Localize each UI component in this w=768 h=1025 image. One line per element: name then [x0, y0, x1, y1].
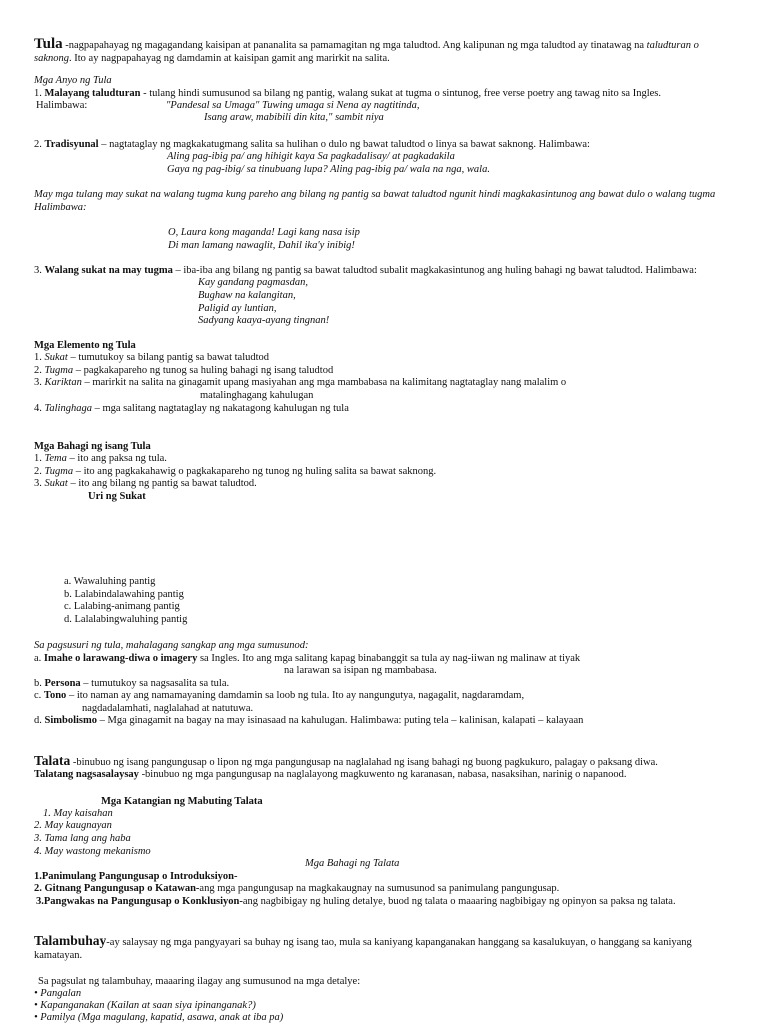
anyo-item-1: 1. Malayang taludturan - tulang hindi sumusunod sa bilang ng pantig, walang sukat at tugma o sintunog, free verse poetry ang tawag nito sa Ingles.: [34, 88, 662, 99]
talata-bahagi-3: 3.Pangwakas na Pangungusap o Konklusiyon-ang nagbibigay ng huling detalye, buod ng talata o maaaring nagbibigay ng opinyon sa paksa ng talata.: [36, 896, 676, 907]
bahagi-item-2: 2. Tugma – ito ang pagkakahawig o pagkakapareho ng tunog ng huling salita sa bawat saknong.: [34, 466, 437, 477]
pagsusuri-item-d: d. Simbolismo – Mga ginagamit na bagay na may isinasaad na kahulugan. Halimbawa: puting tela – kalinisan, kalapati – kalayaan: [34, 715, 584, 726]
katangian-item-1: 1. May kaisahan: [43, 808, 113, 819]
katangian-item-2: 2. May kaugnayan: [34, 820, 112, 831]
uri-item-d: d. Lalalabingwaluhing pantig: [64, 614, 188, 625]
katangian-item-4: 4. May wastong mekanismo: [34, 846, 151, 857]
anyo-1-example-line1: "Pandesal sa Umaga" Tuwing umaga si Nena ay nagtitinda,: [166, 100, 420, 111]
talambuhay-item-3: • Pamilya (Mga magulang, kapatid, asawa, anak at iba pa): [34, 1012, 284, 1023]
pagsusuri-item-c-cont: nagdadalamhati, naglalahad at natutuwa.: [82, 703, 254, 714]
talambuhay-item-2: • Kapanganakan (Kailan at saan siya ipinanganak?): [34, 1000, 256, 1011]
elemento-item-3: 3. Kariktan – marirkit na salita na ginagamit upang masiyahan ang mga mambabasa na kalimitang nagtataglay nang malalim o: [34, 377, 567, 388]
pagsusuri-item-c: c. Tono – ito naman ay ang namamayaning damdamin sa loob ng tula. Ito ay nangungutya, nagagalit, nagdaramdam,: [34, 690, 525, 701]
bahagi-item-3: 3. Sukat – ito ang bilang ng pantig sa bawat taludtod.: [34, 478, 257, 489]
talata-bahagi-1: 1.Panimulang Pangungusap o Introduksiyon-: [34, 871, 238, 882]
uri-item-b: b. Lalabindalawahing pantig: [64, 589, 184, 600]
anyo-3-example-line4: Sadyang kaaya-ayang tingnan!: [198, 315, 330, 326]
talata-bahagi-2: 2. Gitnang Pangungusap o Katawan-ang mga pangungusap na magkakaugnay na sumusunod sa panimulang pangungusap.: [34, 883, 560, 894]
katangian-heading: Mga Katangian ng Mabuting Talata: [101, 796, 263, 807]
elemento-item-3-cont: matalinghagang kahulugan: [200, 390, 314, 401]
anyo-2-example-line1: Aling pag-ibig pa/ ang hihigit kaya Sa pagkadalisay/ at pagkadakila: [167, 151, 455, 162]
halimbawa-label: Halimbawa:: [36, 100, 88, 111]
elemento-item-1: 1. Sukat – tumutukoy sa bilang pantig sa bawat taludtod: [34, 352, 270, 363]
elemento-heading: Mga Elemento ng Tula: [34, 340, 136, 351]
anyo-3-example-line1: Kay gandang pagmasdan,: [198, 277, 308, 288]
uri-item-c: c. Lalabing-animang pantig: [64, 601, 180, 612]
anyo-item-2: 2. Tradisyunal – nagtataglay ng magkakatugmang salita sa hulihan o dulo ng bawat taludtod o linya sa bawat saknong. Halimbawa:: [34, 139, 590, 150]
anyo-3-example-line2: Bughaw na kalangitan,: [198, 290, 296, 301]
anyo-3-example-line3: Paligid ay luntian,: [198, 303, 277, 314]
tula-definition: Tula -nagpapahayag ng magagandang kaisipan at pananalita sa pamamagitan ng mga taludtod. Ang kalipunan ng mga taludtod ay tinatawag na taludturan o saknong. Ito ay nagpapahayag ng damdamin at kaisipan gamit ang marirkit na salita.: [34, 36, 699, 64]
talambuhay-definition: Talambuhay-ay salaysay ng mga pangyayari sa buhay ng isang tao, mula sa kaniyang kapanganakan hanggang sa kasalukuyan, o hanggang sa kaniyang kamatayan.: [34, 933, 692, 961]
pagsusuri-intro: Sa pagsusuri ng tula, mahalagang sangkap ang mga sumusunod:: [34, 640, 309, 651]
talambuhay-term: Talambuhay: [34, 933, 107, 948]
anyo-1-example-line2: Isang araw, mabibili din kita," sambit niya: [204, 112, 384, 123]
anyo-note-example-line1: O, Laura kong maganda! Lagi kang nasa isip: [168, 227, 360, 238]
uri-heading: Uri ng Sukat: [88, 491, 146, 502]
elemento-item-4: 4. Talinghaga – mga salitang nagtataglay ng nakatagong kahulugan ng tula: [34, 403, 349, 414]
bahagi-heading: Mga Bahagi ng isang Tula: [34, 441, 151, 452]
anyo-item-3: 3. Walang sukat na may tugma – iba-iba ang bilang ng pantig sa bawat taludtod subalit magkakasintunog ang huling bahagi ng bawat taludtod. Halimbawa:: [34, 265, 697, 276]
talatang-nagsasalaysay: Talatang nagsasalaysay -binubuo ng mga pangungusap na naglalayong magkuwento ng karanasan, nabasa, nasaksihan, narinig o napanood.: [34, 769, 627, 780]
pagsusuri-item-a: a. Imahe o larawang-diwa o imagery sa Ingles. Ito ang mga salitang kapag binabanggit sa tula ay nag-iiwan ng malinaw at tiyak: [34, 653, 581, 664]
talambuhay-intro: Sa pagsulat ng talambuhay, maaaring ilagay ang sumusunod na mga detalye:: [38, 976, 361, 987]
bahagi-talata-heading: Mga Bahagi ng Talata: [305, 858, 400, 869]
anyo-note: May mga tulang may sukat na walang tugma kung pareho ang bilang ng pantig sa bawat taludtod ngunit hindi magkakasintunog ang bawat dulo o walang tugma Halimbawa:: [34, 189, 716, 213]
tula-term: Tula: [34, 36, 63, 52]
bahagi-item-1: 1. Tema – ito ang paksa ng tula.: [34, 453, 167, 464]
uri-item-a: a. Wawaluhing pantig: [64, 576, 156, 587]
talambuhay-item-1: • Pangalan: [34, 988, 82, 999]
pagsusuri-item-a-cont: na larawan sa isipan ng mambabasa.: [284, 665, 437, 676]
anyo-heading: Mga Anyo ng Tula: [34, 75, 112, 86]
talata-term: Talata: [34, 753, 71, 768]
elemento-item-2: 2. Tugma – pagkakapareho ng tunog sa huling bahagi ng isang taludtod: [34, 365, 334, 376]
talata-definition: Talata -binubuo ng isang pangungusap o lipon ng mga pangungusap na naglalahad ng isang bahagi ng buong pagkukuro, palagay o paksang diwa.: [34, 753, 658, 768]
anyo-2-example-line2: Gaya ng pag-ibig/ sa tinubuang lupa? Aling pag-ibig pa/ wala na nga, wala.: [167, 164, 490, 175]
pagsusuri-item-b: b. Persona – tumutukoy sa nagsasalita sa tula.: [34, 678, 230, 689]
anyo-note-example-line2: Di man lamang nawaglit, Dahil ika'y inibig!: [168, 240, 355, 251]
katangian-item-3: 3. Tama lang ang haba: [34, 833, 131, 844]
